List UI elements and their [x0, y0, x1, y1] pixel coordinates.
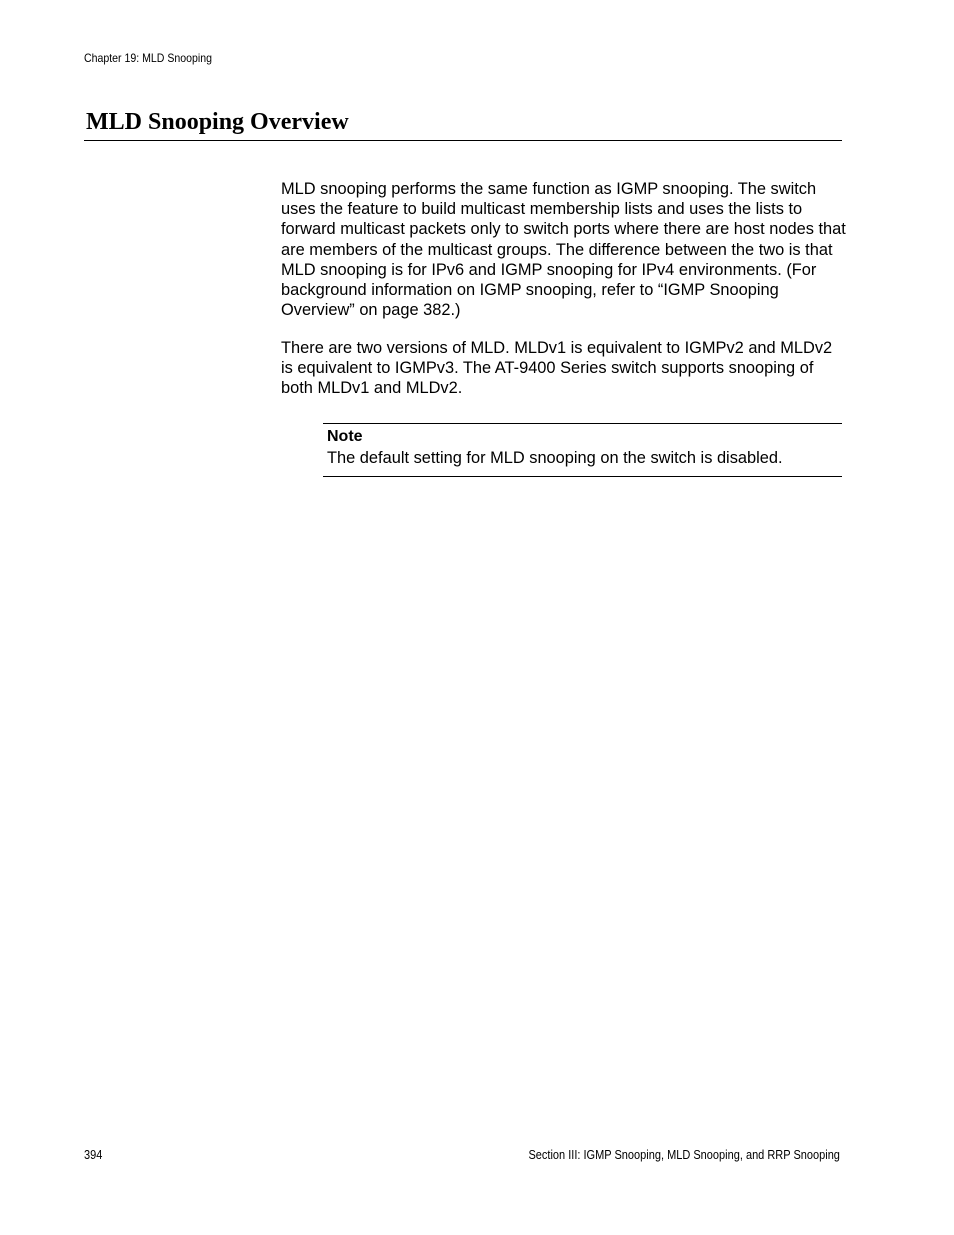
- title-rule: [84, 140, 842, 141]
- section-title: MLD Snooping Overview: [86, 109, 349, 135]
- note-label: Note: [327, 428, 363, 445]
- note-box: [323, 423, 842, 477]
- running-header: Chapter 19: MLD Snooping: [84, 51, 212, 65]
- body-paragraph-mld-versions: There are two versions of MLD. MLDv1 is equivalent to IGMPv2 and MLDv2 is equivalent to IGMPv3. The AT-9400 Series switch supports snooping of both MLDv1 and MLDv2.: [281, 339, 833, 398]
- note-text: The default setting for MLD snooping on the switch is disabled.: [327, 449, 783, 467]
- page-number: 394: [84, 1148, 103, 1162]
- body-paragraph-mld-overview: MLD snooping performs the same function as IGMP snooping. The switch uses the feature to build multicast membership lists and uses the lists to forward multicast packets only to switch ports where there are host nodes that are members of the multicast groups. The difference between the two is that MLD snooping is for IPv6 and IGMP snooping for IPv4 environments. (For background information on IGMP snooping, refer to “IGMP Snooping Overview” on page 382.): [281, 180, 846, 320]
- running-footer: Section III: IGMP Snooping, MLD Snooping, and RRP Snooping: [528, 1148, 840, 1162]
